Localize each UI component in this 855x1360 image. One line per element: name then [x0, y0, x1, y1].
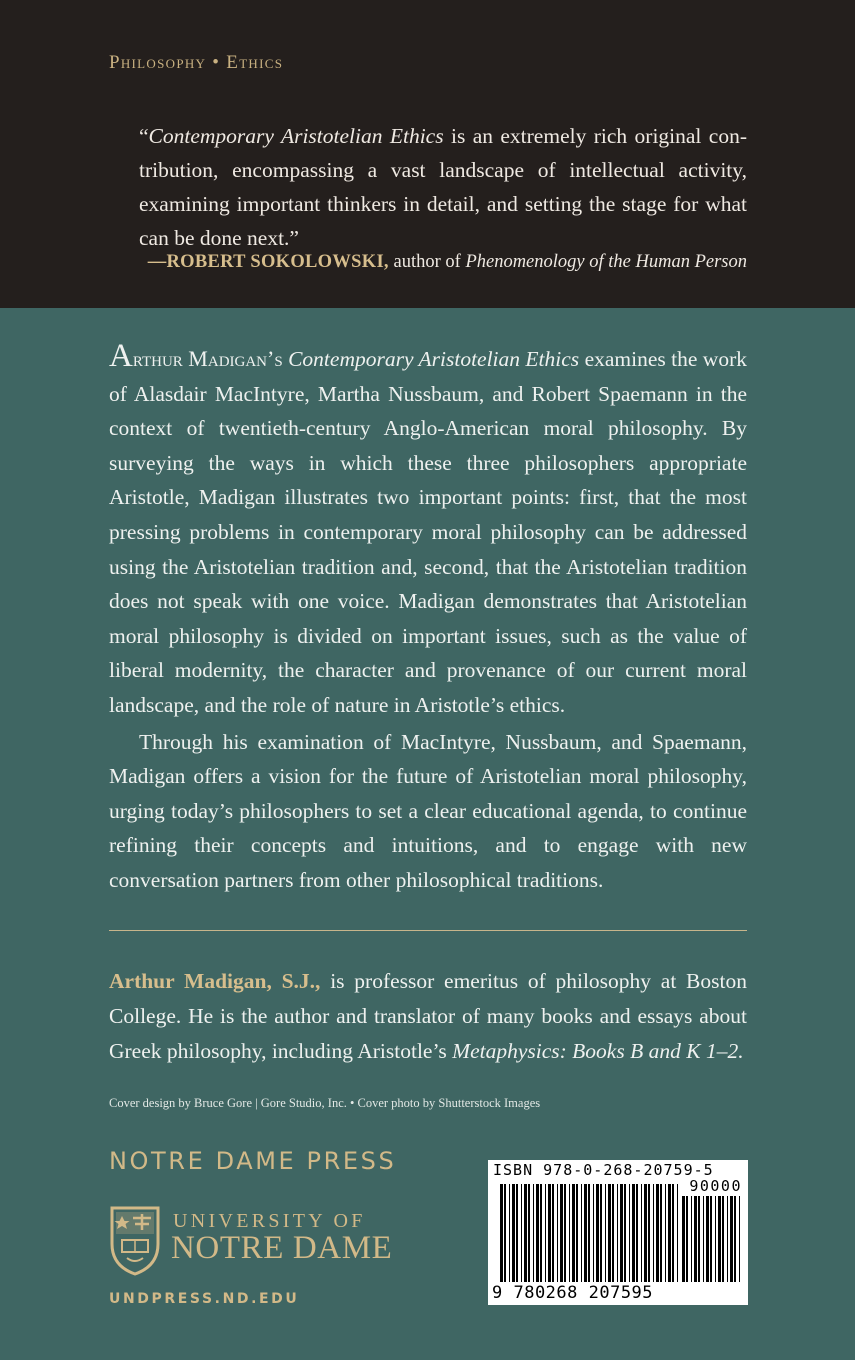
barcode-bar — [715, 1196, 716, 1282]
university-crest-icon — [109, 1204, 161, 1276]
endorser-book: Phenomenology of the Human Person — [465, 252, 747, 272]
barcode-bar — [686, 1196, 688, 1282]
barcode-bar — [739, 1196, 740, 1282]
barcode-bar — [617, 1184, 618, 1282]
barcode-bar — [569, 1184, 570, 1282]
cover-credits: Cover design by Bruce Gore | Gore Studio, Inc. • Cover photo by Shutterstock Images — [109, 1096, 541, 1110]
barcode-bar — [548, 1184, 551, 1282]
barcode-bar — [612, 1184, 614, 1282]
barcode-bar — [521, 1184, 522, 1282]
barcode-bar — [682, 1196, 685, 1282]
barcode-bar — [545, 1184, 546, 1282]
barcode-bar — [605, 1184, 606, 1282]
barcode-bar — [636, 1184, 638, 1282]
barcode-bar — [600, 1184, 602, 1282]
barcode-bar — [528, 1184, 530, 1282]
barcode-bar — [516, 1184, 518, 1282]
endorser-role: author of — [388, 252, 466, 272]
author-bio — [109, 964, 747, 1069]
barcode-bar — [698, 1196, 700, 1282]
barcode-bar — [620, 1184, 623, 1282]
barcode-bar — [596, 1184, 599, 1282]
barcode-bar — [730, 1196, 733, 1282]
open-quote: “ — [139, 124, 149, 148]
barcode-number: 9 780268 207595 — [492, 1283, 654, 1303]
barcode-bar — [648, 1184, 650, 1282]
barcode-bar — [656, 1184, 659, 1282]
barcode-bar — [584, 1184, 587, 1282]
drop-cap: A — [109, 338, 133, 374]
description-book-title: Contemporary Aristotelian Ethics — [288, 347, 580, 371]
barcode-bar — [653, 1184, 654, 1282]
book-description — [109, 340, 747, 898]
quote-text: is an extremely rich original contribution, encompassing a vast landscape of intellectual activity, examining important thinkers in detail, and setting the stage for what can be done next.” — [139, 124, 747, 250]
description-paragraph-2: Through his examination of MacIntyre, Nussbaum, and Spaemann, Madigan offers a vision for the future of Aristotelian moral philosophy, urging today’s philosophers to set a clear educational agenda, to continue refining their concepts and intuitions, and to engage with new conversation partners from other philosophical traditions. — [109, 729, 747, 892]
barcode-bar — [694, 1196, 697, 1282]
barcode-bar — [629, 1184, 630, 1282]
barcode-bar — [691, 1196, 692, 1282]
bio-book-title: Metaphysics: Books B and K 1–2. — [452, 1039, 744, 1063]
barcode-bar — [668, 1184, 671, 1282]
bio-author-name: Arthur Madigan, S.J., — [109, 969, 321, 993]
press-website: UNDPRESS.ND.EDU — [109, 1291, 300, 1307]
barcode-bar — [500, 1184, 503, 1282]
barcode-bar — [703, 1196, 704, 1282]
barcode-main-bars — [500, 1184, 678, 1282]
barcode-bar — [624, 1184, 626, 1282]
barcode-bar — [644, 1184, 647, 1282]
barcode-bar — [564, 1184, 566, 1282]
description-text-1: examines the work of Alasdair MacIntyre, Martha Nussbaum, and Robert Spaemann in the context of twentieth-century Anglo-American moral philosophy. By surveying the ways in which these three philosophers appropriate Aristotle, Madigan illustrates two important points: first, that the most pressing problems in contemporary moral philosophy can be addressed using the Aristotelian tradition and, second, that the Aristotelian tradition does not speak with one voice. Madigan demonstrates that Aristotelian moral philosophy is divided on important issues, such as the value of liberal modernity, the character and provenance of our current moral landscape, and the role of nature in Aristotle’s ethics. — [109, 347, 747, 717]
barcode-bar — [512, 1184, 515, 1282]
quote-book-title: Contemporary Aristotelian Ethics — [148, 124, 444, 148]
description-paragraph-1 — [109, 340, 747, 723]
barcode-bar — [576, 1184, 578, 1282]
barcode-bar — [581, 1184, 582, 1282]
barcode-bar — [677, 1184, 678, 1282]
barcode-bar — [672, 1184, 674, 1282]
barcode-bar — [734, 1196, 736, 1282]
press-name: NOTRE DAME PRESS — [109, 1147, 397, 1175]
barcode-bar — [588, 1184, 590, 1282]
barcode-bar — [660, 1184, 662, 1282]
barcode-addon-bars — [682, 1196, 742, 1282]
barcode-bar — [540, 1184, 542, 1282]
top-panel — [0, 0, 855, 308]
barcode-bar — [533, 1184, 534, 1282]
barcode-bar — [727, 1196, 728, 1282]
barcode-bar — [536, 1184, 539, 1282]
barcode-bar — [706, 1196, 709, 1282]
barcode-bar — [665, 1184, 666, 1282]
barcode-bar — [718, 1196, 721, 1282]
barcode-box — [488, 1160, 748, 1305]
barcode-bar — [552, 1184, 554, 1282]
endorser-name: —ROBERT SOKOLOWSKI, — [147, 252, 389, 272]
isbn-label: ISBN 978-0-268-20759-5 — [493, 1161, 714, 1179]
price-code: 90000 — [689, 1177, 742, 1195]
university-name-line-2: NOTRE DAME — [171, 1230, 393, 1266]
category-label: Philosophy • Ethics — [109, 52, 284, 73]
barcode-bar — [632, 1184, 635, 1282]
barcode-bar — [560, 1184, 563, 1282]
barcode-bar — [608, 1184, 611, 1282]
barcode-bar — [641, 1184, 642, 1282]
bio-text: is professor emeritus of philosophy at Boston College. He is the author and translator of many books and essays about Greek philosophy, including Aristotle’s — [109, 969, 747, 1063]
barcode-bar — [509, 1184, 510, 1282]
barcode-bar — [710, 1196, 712, 1282]
author-name-caps: rthur Madigan’s — [132, 346, 283, 371]
endorsement-attribution — [100, 252, 747, 273]
barcode-bar — [572, 1184, 575, 1282]
barcode-bar — [557, 1184, 558, 1282]
barcode-bar — [722, 1196, 724, 1282]
endorsement-quote — [139, 119, 747, 255]
barcode-bar — [524, 1184, 527, 1282]
barcode-bar — [593, 1184, 594, 1282]
barcode-bar — [504, 1184, 506, 1282]
section-divider — [109, 930, 747, 931]
university-name-line-1: UNIVERSITY OF — [173, 1210, 366, 1232]
